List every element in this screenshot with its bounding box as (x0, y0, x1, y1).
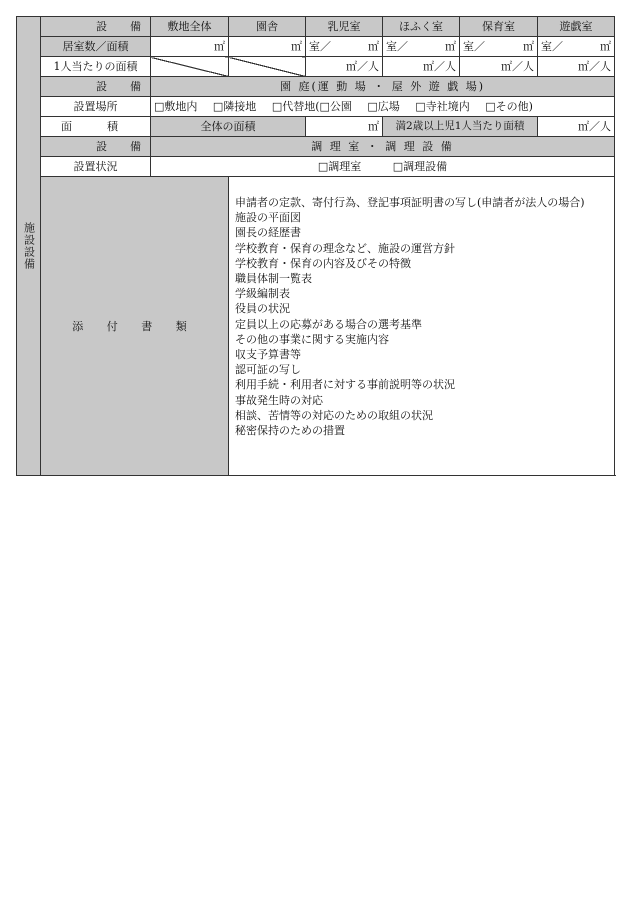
equipment-header-row (17, 17, 615, 37)
kitchen-title: 調 理 室 ・ 調 理 設 備 (151, 137, 615, 157)
facility-side-label: 施設設備 (17, 17, 41, 476)
garden-equipment-label: 設 備 (41, 77, 151, 97)
area-label: 面 積 (41, 117, 151, 137)
total-area-label: 全体の面積 (151, 117, 306, 137)
attachments-row (17, 177, 615, 476)
garden-header-row (17, 77, 615, 97)
play-per-person-field[interactable]: ㎡／人 (538, 57, 615, 77)
col-nursery-room: 保育室 (460, 17, 538, 37)
doc-item: 申請者の定款、寄付行為、登記事項証明書の写し(申請者が法人の場合) (235, 196, 585, 209)
location-on-site[interactable]: □敷地内 (154, 100, 198, 113)
location-temple[interactable]: □寺社境内 (415, 100, 470, 113)
doc-item: 施設の平面図 (235, 211, 301, 225)
doc-item: 収支予算書等 (235, 348, 301, 362)
location-adjacent[interactable]: □隣接地 (212, 100, 257, 113)
location-options (151, 97, 615, 117)
location-other[interactable]: □その他) (485, 100, 533, 113)
col-infant-room: 乳児室 (306, 17, 383, 37)
nursery-per-person-field[interactable]: ㎡／人 (460, 57, 538, 77)
rooms-area-label: 居室数／面積 (41, 37, 151, 57)
garden-title: 園 庭(運 動 場 ・ 屋 外 遊 戯 場) (151, 77, 615, 97)
area-row (17, 117, 615, 137)
rooms-area-row (17, 37, 615, 57)
kitchen-equipment-label: 設 備 (41, 137, 151, 157)
doc-item: 利用手続・利用者に対する事前説明等の状況 (235, 378, 455, 392)
doc-item: 秘密保持のための措置 (235, 424, 345, 438)
kitchen-status-row (17, 157, 615, 177)
location-row (17, 97, 615, 117)
play-room-field[interactable]: 室／ ㎡ (538, 37, 615, 57)
col-crawling-room: ほふく室 (383, 17, 460, 37)
kitchen-status-label: 設置状況 (41, 157, 151, 177)
kitchen-status-options (151, 157, 615, 177)
doc-item: 事故発生時の対応 (235, 393, 323, 407)
location-square[interactable]: □広場 (367, 100, 400, 113)
doc-item: 園長の経歴書 (235, 226, 301, 240)
infant-room-field[interactable]: 室／ ㎡ (306, 37, 383, 57)
per-child-area-label: 満2歳以上児1人当たり面積 (383, 117, 538, 137)
location-label: 設置場所 (41, 97, 151, 117)
attachments-label: 添 付 書 類 (41, 177, 229, 476)
kitchen-room-checkbox[interactable]: □調理室 (317, 160, 362, 173)
doc-item: 定員以上の応募がある場合の選考基準 (235, 317, 422, 331)
doc-item: 相談、苦情等の対応のための取組の状況 (235, 408, 433, 422)
location-alternative[interactable]: □代替地(□公園 (271, 100, 352, 113)
crawling-per-person-field[interactable]: ㎡／人 (383, 57, 460, 77)
kitchen-header-row (17, 137, 615, 157)
crawling-room-field[interactable]: 室／ ㎡ (383, 37, 460, 57)
doc-item: その他の事業に関する実施内容 (235, 332, 389, 346)
per-person-label: 1人当たりの面積 (41, 57, 151, 77)
building-area-field[interactable]: ㎡ (229, 37, 306, 57)
doc-item: 職員体制一覧表 (235, 272, 312, 286)
attachments-list (229, 177, 615, 476)
col-play-room: 遊戯室 (538, 17, 615, 37)
facility-form-table (16, 16, 615, 476)
doc-item: 学校教育・保育の内容及びその特徴 (235, 256, 411, 270)
site-area-field[interactable]: ㎡ (151, 37, 229, 57)
per-child-area-field[interactable]: ㎡／人 (538, 117, 615, 137)
doc-item: 認可証の写し (235, 363, 301, 377)
col-building: 園舎 (229, 17, 306, 37)
col-site: 敷地全体 (151, 17, 229, 37)
per-person-row (17, 57, 615, 77)
building-per-person-na (229, 57, 306, 77)
nursery-room-field[interactable]: 室／ ㎡ (460, 37, 538, 57)
kitchen-equipment-checkbox[interactable]: □調理設備 (392, 160, 448, 173)
site-per-person-na (151, 57, 229, 77)
doc-item: 学校教育・保育の理念など、施設の運営方針 (235, 241, 455, 255)
equipment-label: 設 備 (41, 17, 151, 37)
infant-per-person-field[interactable]: ㎡／人 (306, 57, 383, 77)
doc-item: 学級編制表 (235, 287, 290, 301)
total-area-field[interactable]: ㎡ (306, 117, 383, 137)
doc-item: 役員の状況 (235, 302, 290, 316)
